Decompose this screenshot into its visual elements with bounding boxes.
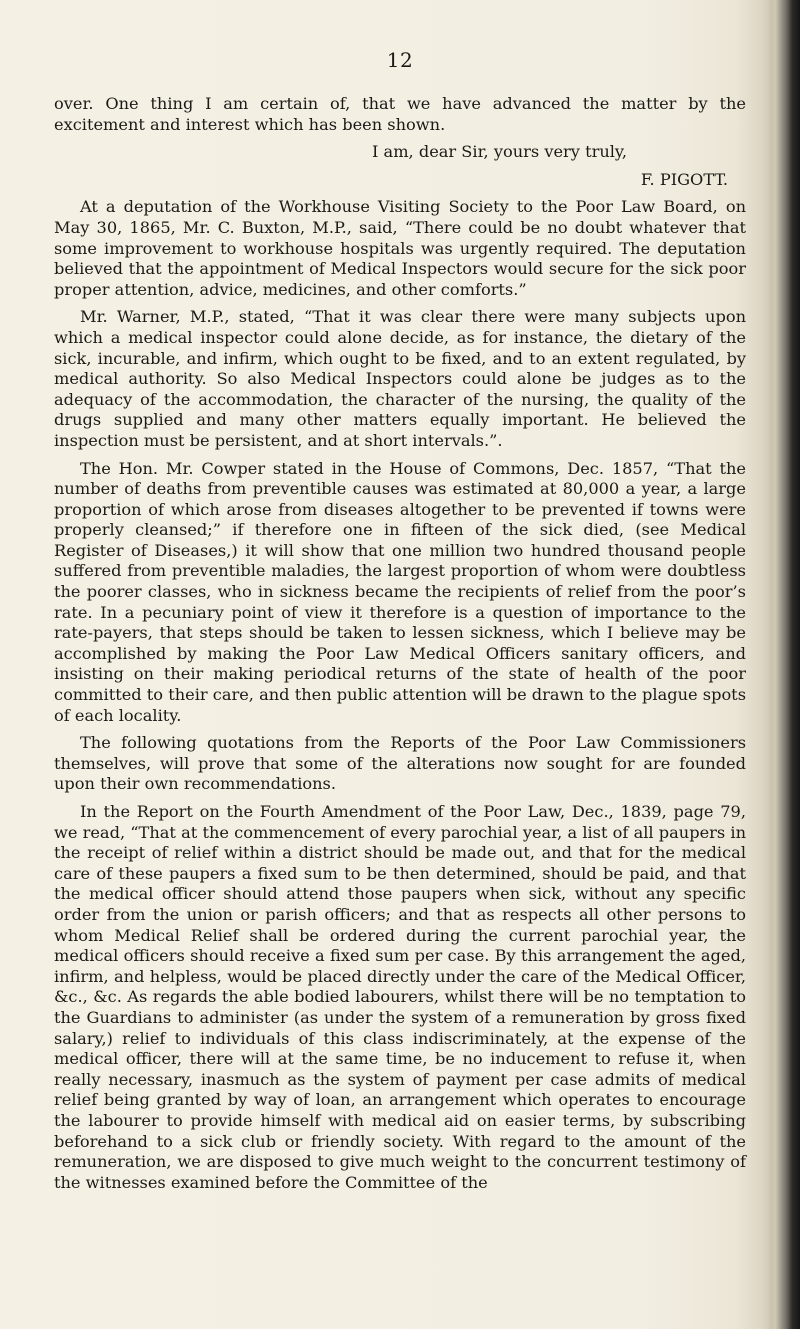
paragraph-warner-statement: Mr. Warner, M.P., stated, “That it was clear there were many subjects upon which a medical inspector could alone decide, as for instance, the dietary of the sick, incurable, and infirm, which ought to be fixed, and to an extent regulated, by medical authority. So also Medical Inspectors could alone be judges as to the adequacy of the accommodation, the character of the nursing, the quality of the drugs supplied and many other matters equally important. He believed the inspection must be persistent, and at short intervals.”.: [54, 307, 746, 450]
letter-signature: F. PIGOTT.: [640, 169, 728, 189]
body-text: [54, 94, 746, 1200]
book-binding-edge: [762, 0, 800, 1329]
paragraph-letter-ending: over. One thing I am certain of, that we have advanced the matter by the excitement and interest which has been shown.: [54, 94, 746, 134]
paragraph-commissioners-quotations: The following quotations from the Reports of the Poor Law Commissioners themselves, will prove that some of the alterations now sought for are founded upon their own recommendations.: [54, 733, 746, 794]
paragraph-cowper-statement: The Hon. Mr. Cowper stated in the House of Commons, Dec. 1857, “That the number of deaths from preventible causes was estimated at 80,000 a year, a large proportion of which arose from diseases altogether to be prevented if towns were properly cleansed;” if therefore one in fifteen of the sick died, (see Medical Register of Diseases,) it will show that one million two hundred thousand people suffered from preventible maladies, the largest proportion of whom were doubtless the poorer classes, who in sickness became the recipients of relief from the poor’s rate. In a pecuniary point of view it therefore is a question of importance to the rate-payers, that steps should be taken to lessen sickness, which I believe may be accomplished by making the Poor Law Medical Officers sanitary officers, and insisting on their making periodical returns of the state of health of the poor committed to their care, and then public attention will be drawn to the plague spots of each locality.: [54, 458, 746, 725]
letter-closing: I am, dear Sir, yours very truly,: [372, 142, 628, 162]
paragraph-fourth-amendment-report: In the Report on the Fourth Amendment of the Poor Law, Dec., 1839, page 79, we read, “That at the commencement of every parochial year, a list of all paupers in the receipt of relief within a district should be made out, and that for the medical care of these paupers a fixed sum to be then determined, should be paid, and that the medical officer should attend those paupers when sick, without any specific order from the union or parish officers; and that as respects all other persons to whom Medical Relief shall be ordered during the current parochial year, the medical officers should receive a fixed sum per case. By this arrangement the aged, infirm, and helpless, would be placed directly under the care of the Medical Officer, &c., &c. As regards the able bodied labourers, whilst there will be no temptation to the Guardians to administer (as under the system of a remuneration by gross fixed salary,) relief to individuals of this class indiscriminately, at the expense of the medical officer, there will at the same time, be no inducement to refuse it, when really necessary, inasmuch as the system of payment per case admits of medical relief being granted by way of loan, an arrangement which operates to encourage the labourer to provide himself with medical aid on easier terms, by subscribing beforehand to a sick club or friendly society. With regard to the amount of the remuneration, we are disposed to give much weight to the concurrent testimony of the witnesses examined before the Committee of the: [54, 802, 746, 1192]
page-number: 12: [386, 48, 414, 72]
paragraph-buxton-deputation: At a deputation of the Workhouse Visiting Society to the Poor Law Board, on May 30, 1865, Mr. C. Buxton, M.P., said, “There could be no doubt whatever that some improvement to workhouse hospitals was urgently required. The deputation believed that the appointment of Medical Inspectors would secure for the sick poor proper attention, advice, medicines, and other comforts.”: [54, 197, 746, 299]
